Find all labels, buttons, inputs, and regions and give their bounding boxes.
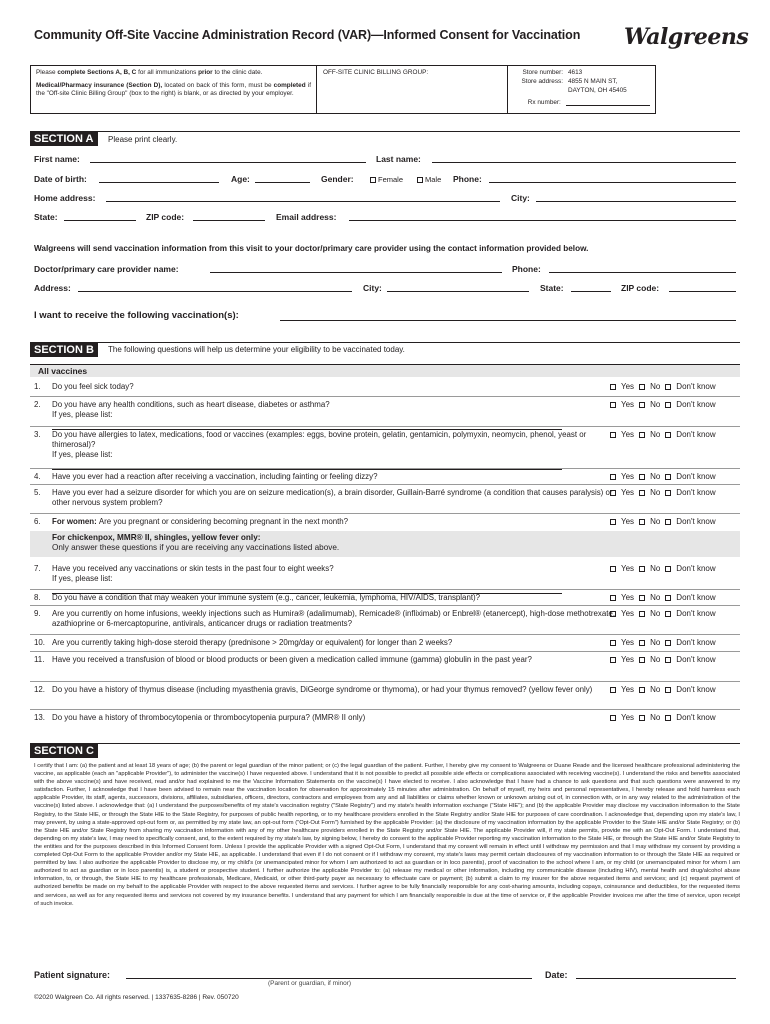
no-checkbox[interactable]: No <box>639 638 660 647</box>
question-number: 7. <box>34 564 41 573</box>
question-divider <box>30 634 740 635</box>
question-row-7 <box>34 564 740 586</box>
dont-know-checkbox[interactable]: Don't know <box>665 430 715 439</box>
question-text: Have you received any vaccinations or skin tests in the past four to eight weeks? If yes, please list: <box>52 564 622 594</box>
question-text: Do you have a condition that may weaken your immune system (e.g., cancer, leukemia, lymphoma, HIV/AIDS, transplant)? <box>52 593 481 602</box>
question-divider <box>30 681 740 682</box>
gender-male-option[interactable]: Male <box>417 175 441 184</box>
store-number: 4613 <box>568 69 583 76</box>
question-number: 13. <box>34 713 45 722</box>
question-text: Do you have any health conditions, such as heart disease, diabetes or asthma? If yes, please list: <box>52 400 622 430</box>
if-yes-list-field[interactable]: If yes, please list: <box>52 574 622 594</box>
vaccination-request-field[interactable] <box>280 320 736 321</box>
question-row-12 <box>34 685 740 709</box>
question-divider <box>30 513 740 514</box>
question-text: For women: Are you pregnant or considering becoming pregnant in the next month? <box>52 517 349 526</box>
consent-text: I certify that I am: (a) the patient and at least 18 years of age; (b) the parent or legal guardian of the minor patient; or (c) the legal guardian of the patient. Further, I hereby give my consent to Walgreens or Duane Reade and the licensed healthcare professional administering the vaccine, as applicable (each an "applicable Provider"), to administer the vaccine(s) I have requested above. I understand that it is not possible to predict all possible side effects or complications associated with receiving vaccine(s). I understand the risks and benefits associated with the above vaccine(s) and have received, read and/or had explained to me the Vaccine Information Statements on the vaccine(s) I have elected to receive. I also acknowledge that I have had a chance to ask questions and that such questions were answered to my satisfaction. Further, I acknowledge that I have been advised to remain near the vaccination location for observation for approximately 15 minutes after administration. On behalf of myself, my heirs and personal representatives, I hereby release and hold harmless each applicable Provider, its staff, agents, successors, divisions, affiliates, subsidiaries, officers, directors, contractors and employees from any and all liabilities or claims whether known or unknown arising out of, in connection with, or in any way related to the administration of the vaccine(s) listed above. I acknowledge that: (a) I understand the purposes/benefits of my state's vaccination registry ("State Registry") and my state's health information exchange ("State HIE"); and (b) the applicable Provider may disclose my vaccination information to the State Registry, to the State HIE, or through the State HIE to the State Registry, for purposes of public health reporting, or to my healthcare providers enrolled in the State Registry and/or State HIE for purposes of care coordination. I acknowledge that, depending upon my state's law, I may prevent, by using a state-approved opt-out form or, as permitted by my state law, an opt-out form ("Opt-Out Form") furnished by the applicable Provider: (a) the disclosure of my vaccination information by the applicable Provider to the State HIE and/or State Registry; or (b) the State HIE and/or State Registry from sharing my vaccination information with any of my other healthcare providers enrolled in the State Registry and/or State HIE. The applicable Provider will, if my state permits, provide me with an Opt-Out Form. I understand that, depending on my state's law, I may need to specifically consent, and, to the extent required by my state's law, by signing below, I hereby do consent to the applicable Provider reporting my vaccination information to the State HIE, or through the State HIE and/or State Registry to the entities and for the purposes described in this Informed Consent form. Unless I provide the applicable Provider with a signed Opt-Out Form, I understand that my consent will remain in effect until I withdraw my permission and that I may withdraw my consent by providing a completed Opt-Out Form to the applicable Provider and/or my State HIE, as applicable. I understand that even if I do not consent or if I withdraw my consent, my state's laws may permit certain disclosures of my vaccination information to or through the State HIE as required or permitted by law. I also authorize the applicable Provider to disclose my, or my child's (or unemancipated minor for whom I am authorized to act as guardian or in loco parentis), proof of vaccination to the school where I am, or my child (or unemancipated minor for whom I am authorized to act as guardian or in loco parentis) is, a student or prospective student. I further authorize the applicable Provider to: (a) release my medical or other information, including my communicable disease (including HIV), mental health and drug/alcohol abuse information, to, or through, the State HIE to my healthcare professionals, Medicare, Medicaid, or other third-party payer as necessary to effectuate care or payment; (b) submit a claim to my insurer for the above requested items and services; and (c) request payment of authorized benefits be made on my behalf to the applicable Provider with respect to the above requested items and services. I further agree to be fully financially responsible for any cost-sharing amounts, including copays, coinsurance and deductibles, for the requested items and services, as well as for any requested items and services not covered by my insurance benefits. I understand that any payment for which I am financially responsible is due at the time of service or, if the applicable Provider invoices me after the time of service, upon receipt of such invoice. <box>34 763 740 907</box>
no-checkbox[interactable]: No <box>639 655 660 664</box>
section-b-note: The following questions will help us determine your eligibility to be vaccinated today. <box>108 345 405 354</box>
yes-checkbox[interactable]: Yes <box>610 430 634 439</box>
answer-options <box>610 430 721 440</box>
provider-city-field[interactable] <box>387 291 529 292</box>
gender-female-option[interactable]: Female <box>370 175 403 184</box>
subhead-title: For chickenpox, MMR® II, shingles, yellow fever only: <box>52 533 261 542</box>
question-text: Do you have allergies to latex, medications, food or vaccines (examples: eggs, bovine protein, gelatin, gentamicin, polymyxin, neomycin, phenol, yeast or thimerosal)? If yes, please list: <box>52 430 622 470</box>
home-address-field[interactable] <box>106 201 500 202</box>
yes-checkbox[interactable]: Yes <box>610 685 634 694</box>
yes-checkbox[interactable]: Yes <box>610 517 634 526</box>
no-checkbox[interactable]: No <box>639 713 660 722</box>
question-number: 5. <box>34 488 41 497</box>
dont-know-checkbox[interactable]: Don't know <box>665 382 715 391</box>
provider-address-label: Address: <box>34 283 71 293</box>
question-row-10 <box>34 638 740 650</box>
male-checkbox[interactable] <box>417 177 423 183</box>
question-text: Are you currently taking high-dose steroid therapy (prednisone > 20mg/day or equivalent) for longer than 2 weeks? <box>52 638 453 647</box>
question-number: 9. <box>34 609 41 618</box>
question-divider <box>30 589 740 590</box>
last-name-label: Last name: <box>376 154 421 164</box>
phone-label: Phone: <box>453 174 482 184</box>
female-checkbox[interactable] <box>370 177 376 183</box>
question-row-8 <box>34 593 740 605</box>
question-divider <box>30 709 740 710</box>
instructions-box <box>30 65 317 114</box>
all-vaccines-header: All vaccines <box>30 364 740 377</box>
section-a-badge: SECTION A <box>30 131 98 146</box>
yes-checkbox[interactable]: Yes <box>610 382 634 391</box>
dob-label: Date of birth: <box>34 174 87 184</box>
no-checkbox[interactable]: No <box>639 488 660 497</box>
city-field[interactable] <box>536 201 736 202</box>
provider-name-field[interactable] <box>210 272 502 273</box>
question-row-6 <box>34 517 740 529</box>
if-yes-list-field[interactable]: If yes, please list: <box>52 450 622 470</box>
footer-copyright: ©2020 Walgreen Co. All rights reserved. | 1337635-8286 | Rev. 050720 <box>34 994 239 1001</box>
chickenpox-subheader <box>30 531 740 557</box>
yes-checkbox[interactable]: Yes <box>610 564 634 573</box>
billing-group-box[interactable] <box>317 65 508 114</box>
section-c-badge: SECTION C <box>30 743 98 758</box>
section-a-note: Please print clearly. <box>108 135 178 144</box>
age-label: Age: <box>231 174 250 184</box>
question-text: Have you ever had a reaction after receiving a vaccination, including fainting or feeling dizzy? <box>52 472 378 481</box>
state-field[interactable] <box>64 220 136 221</box>
email-label: Email address: <box>276 212 337 222</box>
answer-options <box>610 517 721 527</box>
question-divider <box>30 651 740 652</box>
store-address-line1: 4855 N MAIN ST, <box>568 78 618 85</box>
question-text: Do you feel sick today? <box>52 382 134 391</box>
zip-field[interactable] <box>193 220 265 221</box>
dont-know-checkbox[interactable]: Don't know <box>665 609 715 618</box>
store-address-label: Store address: <box>521 78 563 85</box>
provider-address-field[interactable] <box>78 291 352 292</box>
dont-know-checkbox[interactable]: Don't know <box>665 488 715 497</box>
question-row-2 <box>34 400 740 422</box>
yes-checkbox[interactable]: Yes <box>610 655 634 664</box>
question-number: 12. <box>34 685 45 694</box>
dont-know-checkbox[interactable]: Don't know <box>665 655 715 664</box>
provider-phone-label: Phone: <box>512 264 541 274</box>
provider-state-field[interactable] <box>571 291 611 292</box>
no-checkbox[interactable]: No <box>639 472 660 481</box>
section-c-rule <box>30 743 740 744</box>
dob-field[interactable] <box>99 182 219 183</box>
answer-options <box>610 685 721 695</box>
provider-send-note: Walgreens will send vaccination information from this visit to your doctor/primary care provider using the contact information provided below. <box>34 244 589 253</box>
question-text: Have you received a transfusion of blood or blood products or been given a medication called immune (gamma) globulin in the past year? <box>52 655 532 664</box>
question-text: Do you have a history of thymus disease (including myasthenia gravis, DiGeorge syndrome or thymoma), or had your thymus removed? (yellow fever only) <box>52 685 593 694</box>
question-number: 8. <box>34 593 41 602</box>
question-number: 3. <box>34 430 41 439</box>
subhead-text: Only answer these questions if you are receiving any vaccinations listed above. <box>52 543 340 552</box>
no-checkbox[interactable]: No <box>639 517 660 526</box>
yes-checkbox[interactable]: Yes <box>610 400 634 409</box>
dont-know-checkbox[interactable]: Don't know <box>665 713 715 722</box>
no-checkbox[interactable]: No <box>639 430 660 439</box>
email-field[interactable] <box>349 220 736 221</box>
question-row-11 <box>34 655 740 679</box>
last-name-field[interactable] <box>432 162 736 163</box>
dont-know-checkbox[interactable]: Don't know <box>665 517 715 526</box>
date-field[interactable] <box>576 978 736 979</box>
question-text: Do you have a history of thrombocytopenia or thrombocytopenia purpura? (MMR® II only) <box>52 713 366 722</box>
dont-know-checkbox[interactable]: Don't know <box>665 638 715 647</box>
section-b-badge: SECTION B <box>30 342 98 357</box>
store-number-label: Store number: <box>522 69 563 76</box>
first-name-field[interactable] <box>90 162 366 163</box>
gender-label: Gender: <box>321 174 354 184</box>
answer-options <box>610 593 721 603</box>
state-label: State: <box>34 212 58 222</box>
provider-zip-field[interactable] <box>669 291 736 292</box>
answer-options <box>610 638 721 648</box>
question-divider <box>30 468 740 469</box>
no-checkbox[interactable]: No <box>639 400 660 409</box>
city-label: City: <box>511 193 530 203</box>
question-text: Are you currently on home infusions, weekly injections such as Humira® (adalimumab), Remicade® (infliximab) or Enbrel® (etanercept), high-dose methotrexate, azathioprine or 6-mercaptopurine, antivirals, anticancer drugs or radiation treatments? <box>52 609 616 628</box>
yes-checkbox[interactable]: Yes <box>610 713 634 722</box>
question-row-3 <box>34 430 740 466</box>
first-name-label: First name: <box>34 154 80 164</box>
if-yes-list-field[interactable]: If yes, please list: <box>52 410 622 430</box>
answer-options <box>610 472 721 482</box>
provider-phone-field[interactable] <box>549 272 736 273</box>
dont-know-checkbox[interactable]: Don't know <box>665 593 715 602</box>
store-info-box <box>508 65 656 114</box>
rx-number-field[interactable] <box>566 99 650 106</box>
billing-group-label: OFF-SITE CLINIC BILLING GROUP: <box>323 69 429 76</box>
yes-checkbox[interactable]: Yes <box>610 638 634 647</box>
instructions-text: Please complete Sections A, B, C for all immunizations prior to the clinic date. <box>36 69 263 76</box>
provider-name-label: Doctor/primary care provider name: <box>34 264 179 274</box>
question-row-4 <box>34 472 740 484</box>
provider-zip-label: ZIP code: <box>621 283 660 293</box>
signature-note: (Parent or guardian, if minor) <box>268 980 352 987</box>
question-row-13 <box>34 713 740 725</box>
rx-number-label: Rx number: <box>527 99 561 106</box>
answer-options <box>610 488 721 498</box>
yes-checkbox[interactable]: Yes <box>610 609 634 618</box>
question-row-5 <box>34 488 740 512</box>
question-number: 1. <box>34 382 41 391</box>
section-b-rule <box>30 342 740 343</box>
question-number: 6. <box>34 517 41 526</box>
question-number: 4. <box>34 472 41 481</box>
no-checkbox[interactable]: No <box>639 685 660 694</box>
question-number: 11. <box>34 655 45 664</box>
dont-know-checkbox[interactable]: Don't know <box>665 472 715 481</box>
form-title: Community Off-Site Vaccine Administration Record (VAR)—Informed Consent for Vaccination <box>34 28 581 42</box>
patient-signature-field[interactable] <box>126 978 532 979</box>
answer-options <box>610 564 721 574</box>
question-divider <box>30 426 740 427</box>
answer-options <box>610 400 721 410</box>
answer-options <box>610 382 721 392</box>
date-label: Date: <box>545 970 568 980</box>
section-a-rule <box>30 131 740 132</box>
yes-checkbox[interactable]: Yes <box>610 472 634 481</box>
phone-field[interactable] <box>489 182 736 183</box>
dont-know-checkbox[interactable]: Don't know <box>665 564 715 573</box>
no-checkbox[interactable]: No <box>639 382 660 391</box>
yes-checkbox[interactable]: Yes <box>610 593 634 602</box>
home-address-label: Home address: <box>34 193 96 203</box>
no-checkbox[interactable]: No <box>639 609 660 618</box>
yes-checkbox[interactable]: Yes <box>610 488 634 497</box>
zip-label: ZIP code: <box>146 212 185 222</box>
answer-options <box>610 609 721 619</box>
question-divider <box>30 396 740 397</box>
vaccination-request-label: I want to receive the following vaccination(s): <box>34 310 239 321</box>
question-divider <box>30 484 740 485</box>
age-field[interactable] <box>255 182 310 183</box>
walgreens-logo: Walgreens <box>624 24 749 50</box>
no-checkbox[interactable]: No <box>639 564 660 573</box>
dont-know-checkbox[interactable]: Don't know <box>665 400 715 409</box>
answer-options <box>610 713 721 723</box>
question-number: 10. <box>34 638 45 647</box>
provider-state-label: State: <box>540 283 564 293</box>
question-row-1 <box>34 382 740 394</box>
patient-signature-label: Patient signature: <box>34 970 111 980</box>
dont-know-checkbox[interactable]: Don't know <box>665 685 715 694</box>
provider-city-label: City: <box>363 283 382 293</box>
question-row-9 <box>34 609 740 633</box>
question-text: Have you ever had a seizure disorder for which you are on seizure medication(s), a brain disorder, Guillain-Barré syndrome (a condition that causes paralysis) or other nervous system problem? <box>52 488 613 507</box>
store-address-line2: DAYTON, OH 45405 <box>568 87 627 94</box>
question-divider <box>30 605 740 606</box>
answer-options <box>610 655 721 665</box>
question-number: 2. <box>34 400 41 409</box>
no-checkbox[interactable]: No <box>639 593 660 602</box>
insurance-text: Medical/Pharmacy insurance (Section D), located on back of this form, must be completed if the "Off-site Clinic Billing Group" (box to the right) is blank, or as directed by your employer. <box>36 82 312 97</box>
